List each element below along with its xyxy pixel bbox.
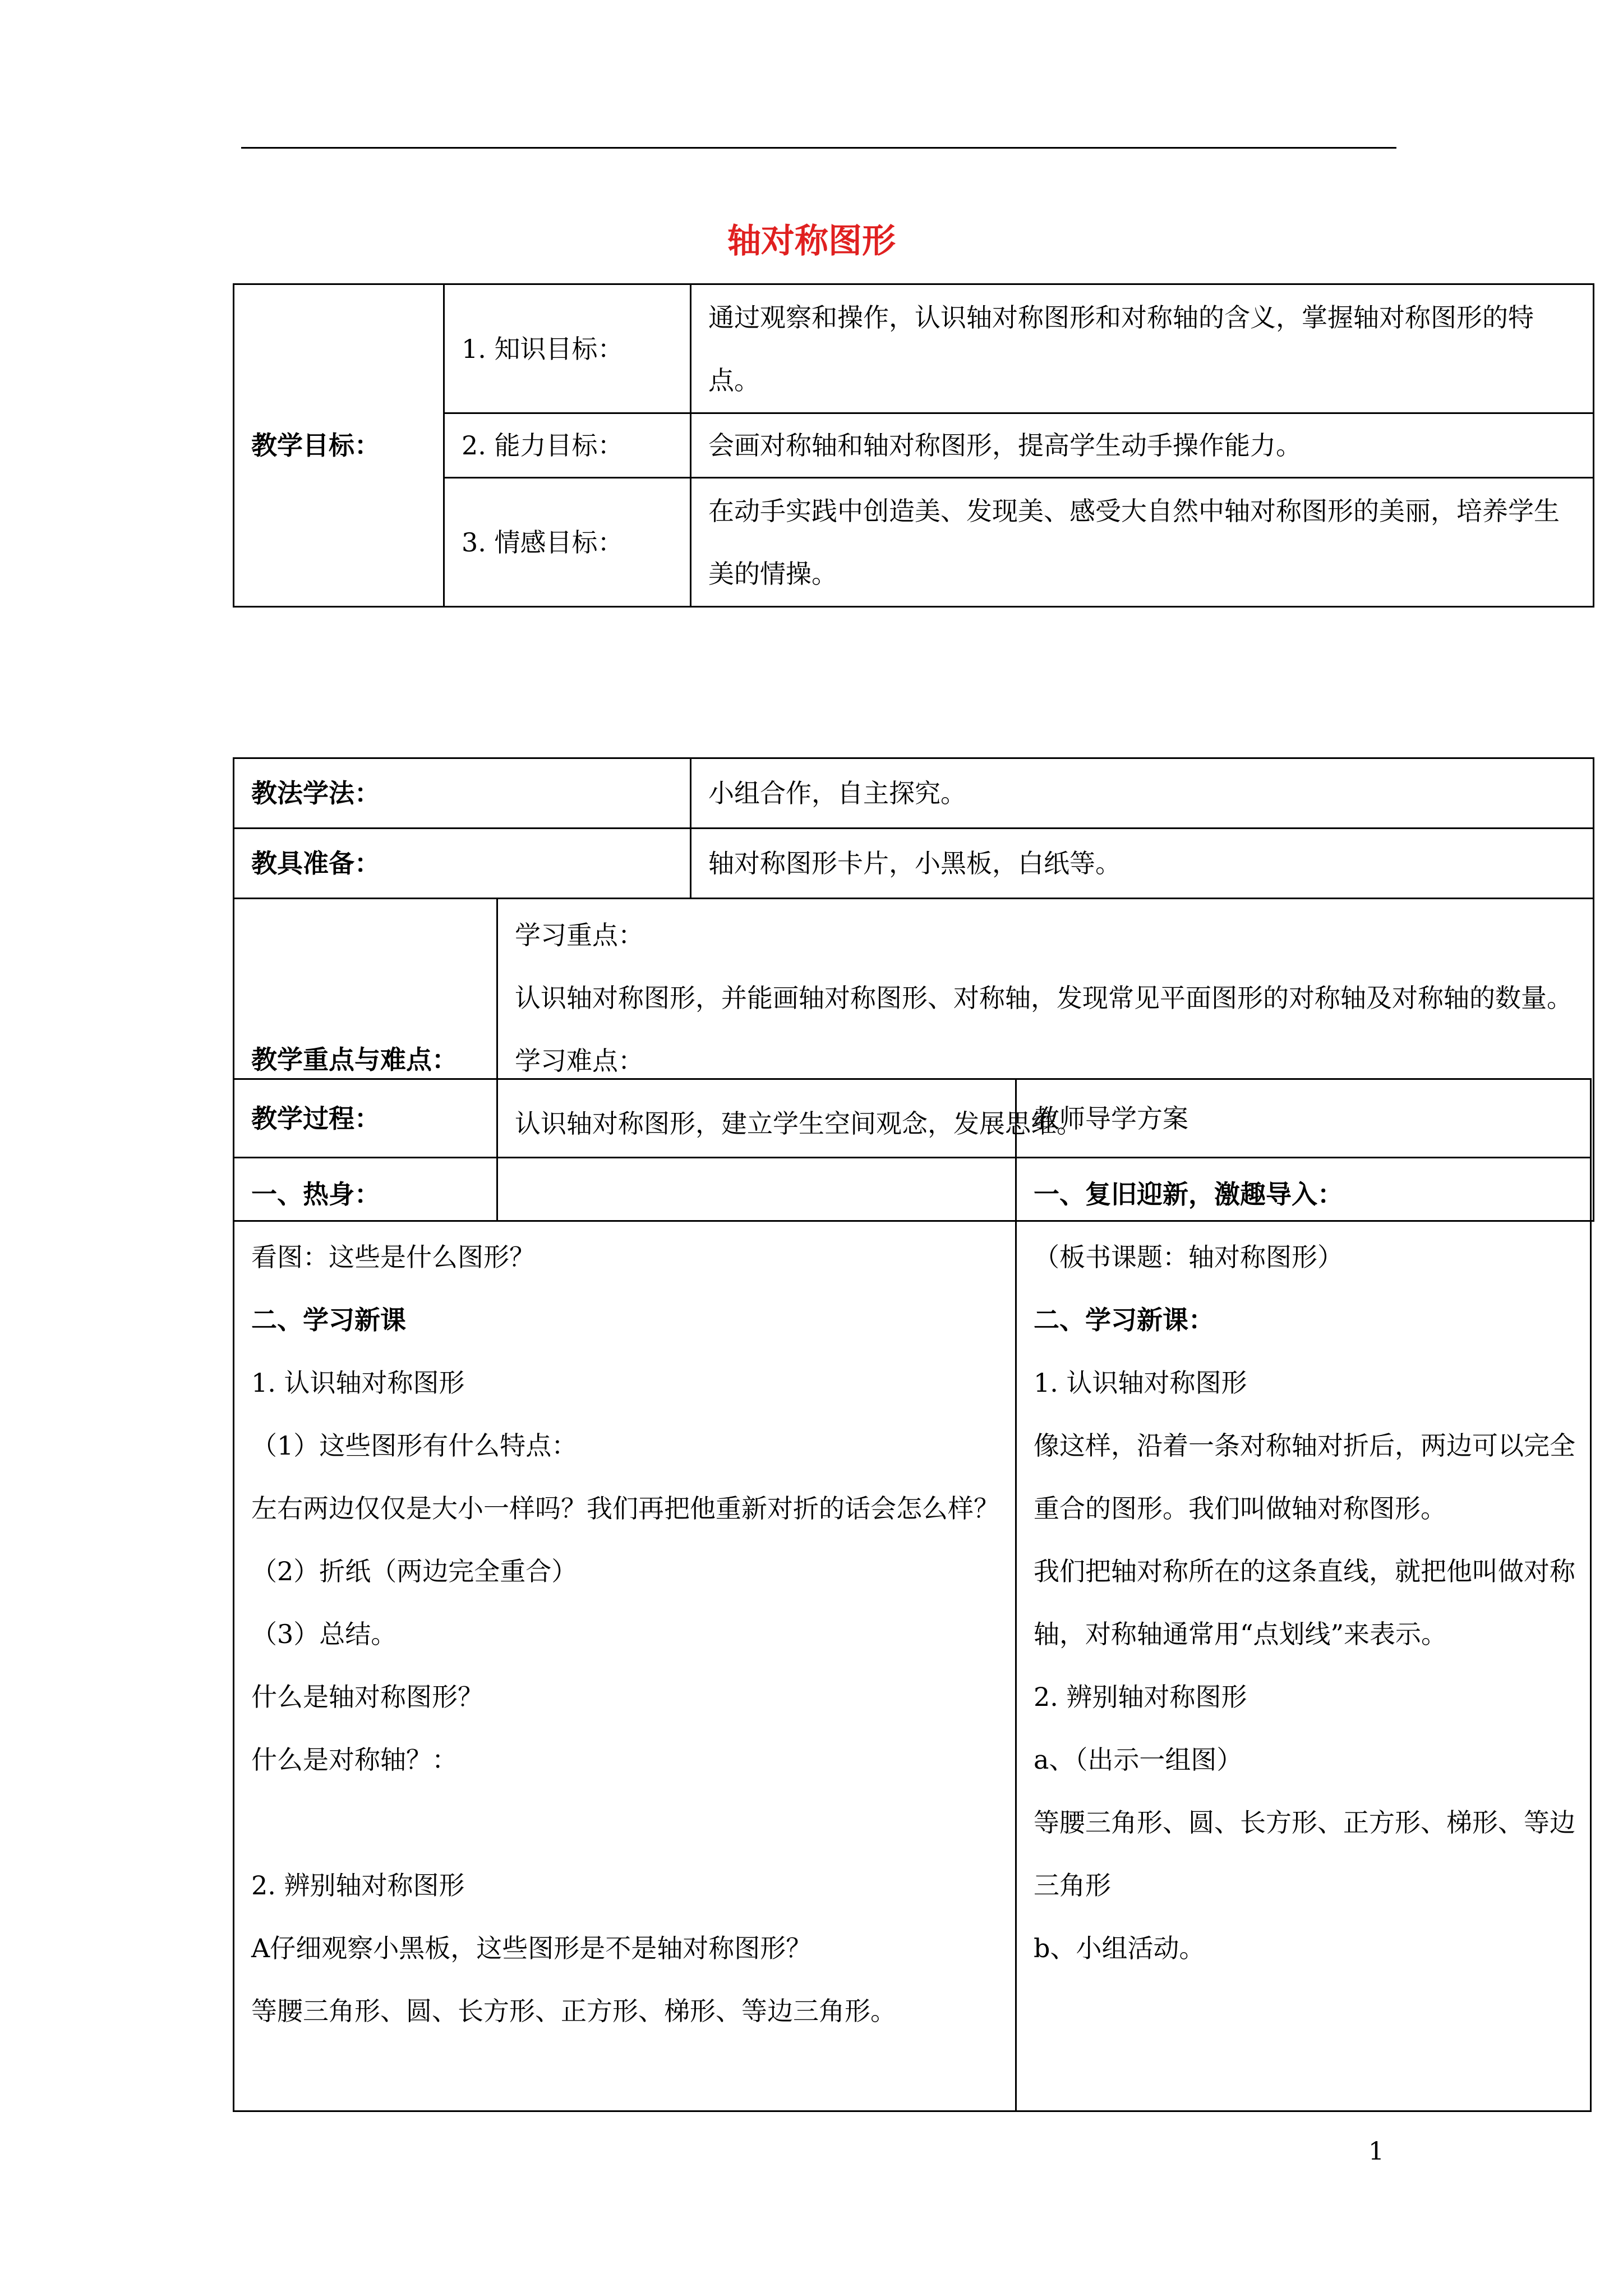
plan-line: b、小组活动。 [1034,1933,1205,1963]
objective-text: 会画对称轴和轴对称图形，提高学生动手操作能力。 [691,413,1594,478]
difficulty-heading: 学习难点： [515,1046,644,1076]
process-header: 教学过程： [234,1079,1016,1158]
process-line: 2. 辨别轴对称图形 [251,1870,465,1901]
objective-name: 3. 情感目标： [444,478,691,607]
objective-text: 在动手实践中创造美、发现美、感受大自然中轴对称图形的美丽，培养学生美的情操。 [691,478,1594,607]
plan-line: 我们把轴对称所在的这条直线，就把他叫做对称轴，对称轴通常用“点划线”来表示。 [1034,1556,1575,1649]
difficulty-text: 认识轴对称图形，建立学生空间观念，发展思维。 [515,1108,1082,1139]
process-line: 等腰三角形、圆、长方形、正方形、梯形、等边三角形。 [251,1996,896,2026]
page-number: 1 [1368,2137,1384,2166]
plan-line: 1. 认识轴对称图形 [1034,1368,1247,1398]
process-line: （3）总结。 [251,1619,397,1649]
teacher-plan-content [1016,1158,1591,2111]
section-heading: 一、热身： [251,1179,380,1209]
section-heading: 二、学习新课 [251,1305,406,1335]
objective-text: 通过观察和操作，认识轴对称图形和对称轴的含义，掌握轴对称图形的特点。 [691,284,1594,413]
process-line: 什么是对称轴？： [251,1745,458,1775]
page-title: 轴对称图形 [727,222,896,261]
process-line: 左右两边仅仅是大小一样吗？我们再把他重新对折的话会怎么样？ [251,1493,999,1524]
objective-name: 2. 能力目标： [444,413,691,478]
plan-line: 2. 辨别轴对称图形 [1034,1682,1247,1712]
objective-name: 1. 知识目标： [444,284,691,413]
plan-line: （板书课题：轴对称图形） [1034,1242,1343,1272]
process-left-content [234,1158,1016,2111]
process-line: （2）折纸（两边完全重合） [251,1556,578,1586]
key-point-heading: 学习重点： [515,920,644,950]
tools-label: 教具准备： [234,829,691,899]
objectives-table [233,283,1594,608]
objectives-label: 教学目标： [234,284,444,607]
section-heading: 二、学习新课： [1034,1305,1214,1335]
process-line: （1）这些图形有什么特点： [251,1430,578,1461]
plan-line: a、（出示一组图） [1034,1745,1243,1775]
process-line: 看图：这些是什么图形？ [251,1242,535,1272]
plan-line: 像这样，沿着一条对称轴对折后，两边可以完全重合的图形。我们叫做轴对称图形。 [1034,1430,1575,1524]
key-points-label: 教学重点与难点： [234,899,497,1221]
key-point-text: 认识轴对称图形，并能画轴对称图形、对称轴，发现常见平面图形的对称轴及对称轴的数量。 [515,983,1573,1013]
process-line: 什么是轴对称图形？ [251,1682,483,1712]
methods-text: 小组合作，自主探究。 [691,758,1594,829]
blank-line [251,1791,1004,1854]
tools-text: 轴对称图形卡片，小黑板，白纸等。 [691,829,1594,899]
process-table [233,1078,1592,2112]
plan-line: 等腰三角形、圆、长方形、正方形、梯形、等边三角形 [1034,1807,1575,1901]
teacher-plan-header: 教师导学方案 [1016,1079,1591,1158]
process-line: 1. 认识轴对称图形 [251,1368,465,1398]
process-line: A仔细观察小黑板，这些图形是不是轴对称图形？ [251,1933,812,1963]
section-heading: 一、复旧迎新，激趣导入： [1034,1179,1343,1209]
methods-label: 教法学法： [234,758,691,829]
header-rule [241,147,1396,149]
